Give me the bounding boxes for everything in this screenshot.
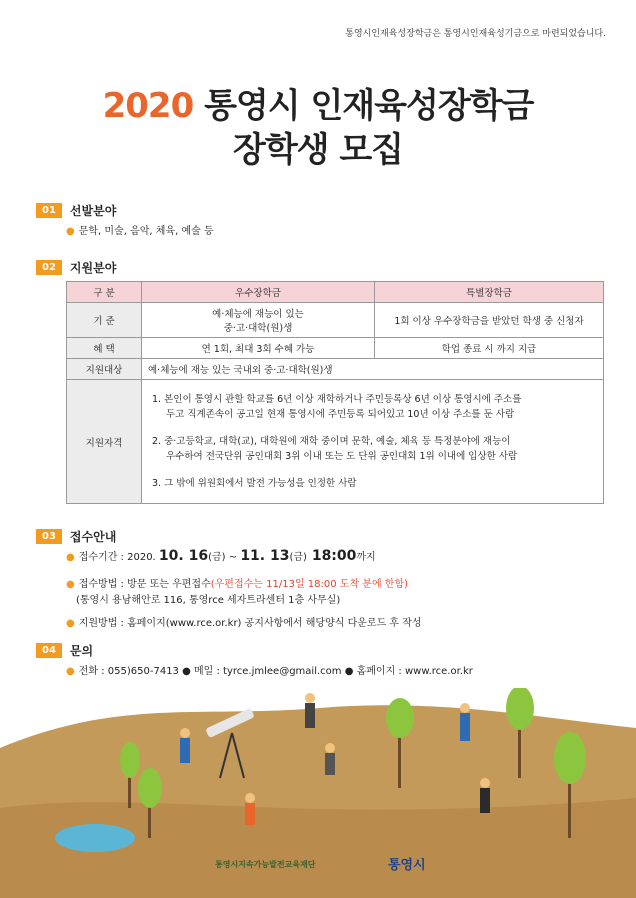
period-end: 11. 13 [240, 548, 290, 564]
qualification-item2-line2: 우수하여 전국단위 공인대회 3위 이내 또는 도 단위 공인대회 1위 이내에 입상한 사람 [166, 451, 518, 462]
bullet-dot-icon: ● [66, 618, 75, 629]
qualification-item1-line2: 두고 직계존속이 공고일 현재 통영시에 주민등록 되어있고 10년 이상 주소를 둔 사람 [166, 409, 515, 420]
section-selection [36, 202, 116, 219]
city-logo: 통영시 [388, 858, 426, 873]
criteria-excellent [142, 303, 375, 338]
title-year: 2020 [102, 86, 194, 126]
qualification-item2 [152, 434, 593, 464]
period-start: 10. 16 [158, 548, 209, 564]
table-row-qualification [67, 380, 604, 504]
reception-period [66, 548, 376, 564]
person-icon [480, 778, 490, 813]
section-reception [36, 528, 116, 545]
period-time: 18:00 [306, 548, 357, 564]
period-sep: ~ [225, 552, 241, 563]
criteria-excellent-line2: 중·고·대학(원)생 [223, 323, 293, 334]
person-icon [245, 793, 255, 825]
qualification-item3: 3. 그 밖에 위원회에서 발전 가능성을 인정한 사람 [152, 478, 357, 489]
qualification-value [142, 380, 604, 504]
reception-address: (통영시 용남해안로 116, 통영rce 세자트라센터 1층 사무실) [76, 595, 341, 606]
apply-method [66, 614, 422, 629]
section-title: 지원분야 [69, 261, 117, 275]
method-label: 접수방법 : 방문 또는 우편접수 [78, 579, 211, 590]
pond [55, 824, 135, 852]
person-icon [325, 743, 335, 775]
section-number: 02 [36, 260, 62, 275]
period-end-day: (금) [289, 552, 307, 563]
table-row-benefit [67, 338, 604, 359]
section-number: 03 [36, 529, 62, 544]
section-number: 04 [36, 643, 62, 658]
person-icon [305, 693, 315, 728]
stargazing-illustration [0, 688, 636, 898]
bullet-dot-icon: ● [66, 579, 75, 590]
page-title-line2: 장학생 모집 [232, 130, 404, 170]
header-excellent: 우수장학금 [142, 282, 375, 303]
support-table [66, 281, 604, 504]
bullet-dot-icon: ● [66, 552, 75, 563]
benefit-label: 혜 택 [67, 338, 142, 359]
table-row-target [67, 359, 604, 380]
person-icon [180, 728, 190, 763]
header-category: 구 분 [67, 282, 142, 303]
period-start-day: (금) [208, 552, 226, 563]
table-row-criteria [67, 303, 604, 338]
selection-fields [66, 222, 214, 237]
qualification-label: 지원자격 [67, 380, 142, 504]
section-number: 01 [36, 203, 62, 218]
qualification-item1-line1: 1. 본인이 통영시 관할 학교를 6년 이상 재학하거나 주민등록상 6년 이상 통영시에 주소를 [152, 394, 522, 405]
title-rest: 통영시 인재육성장학금 [193, 86, 534, 126]
section-title: 선발분야 [69, 204, 117, 218]
criteria-excellent-line1: 예·체능에 재능이 있는 [212, 309, 304, 320]
top-note: 통영시인재육성장학금은 통영시인재육성기금으로 마련되었습니다. [345, 29, 606, 39]
apply-method-text: 지원방법 : 홈페이지(www.rce.or.kr) 공지사항에서 해당양식 다운로드 후 작성 [78, 618, 422, 629]
period-tail: 까지 [356, 552, 376, 563]
section-title: 문의 [69, 644, 94, 658]
reception-method [66, 575, 408, 590]
period-label: 접수기간 : 2020. [78, 552, 159, 563]
section-title: 접수안내 [69, 530, 117, 544]
target-label: 지원대상 [67, 359, 142, 380]
qualification-item1 [152, 392, 593, 422]
benefit-special: 학업 종료 시 까지 지급 [375, 338, 604, 359]
header-special: 특별장학금 [375, 282, 604, 303]
qualification-item2-line1: 2. 중·고등학교, 대학(교), 대학원에 재학 중이며 문학, 예술, 체육 등 특정분야에 재능이 [152, 436, 511, 447]
benefit-excellent: 연 1회, 최대 3회 수혜 가능 [142, 338, 375, 359]
bullet-dot-icon: ● [66, 226, 75, 237]
criteria-label: 기 준 [67, 303, 142, 338]
method-note: (우편접수는 11/13일 18:00 도착 분에 한함) [210, 579, 409, 590]
section-contact [36, 642, 93, 659]
selection-fields-text: 문학, 미술, 음악, 체육, 예술 등 [78, 226, 214, 237]
criteria-special: 1회 이상 우수장학금을 받았던 학생 중 신청자 [375, 303, 604, 338]
page-title-line1 [0, 78, 636, 127]
section-support [36, 259, 116, 276]
table-header-row [67, 282, 604, 303]
contact-info [66, 662, 473, 677]
foundation-logo: 통영시지속가능발전교육재단 [215, 860, 316, 869]
person-icon [460, 703, 470, 741]
bullet-dot-icon: ● [66, 666, 75, 677]
target-value: 예·체능에 재능 있는 국내외 중·고·대학(원)생 [142, 359, 604, 380]
contact-line: 전화 : 055)650-7413 ● 메일 : tyrce.jmlee@gmail.com ● 홈페이지 : www.rce.or.kr [78, 666, 473, 677]
